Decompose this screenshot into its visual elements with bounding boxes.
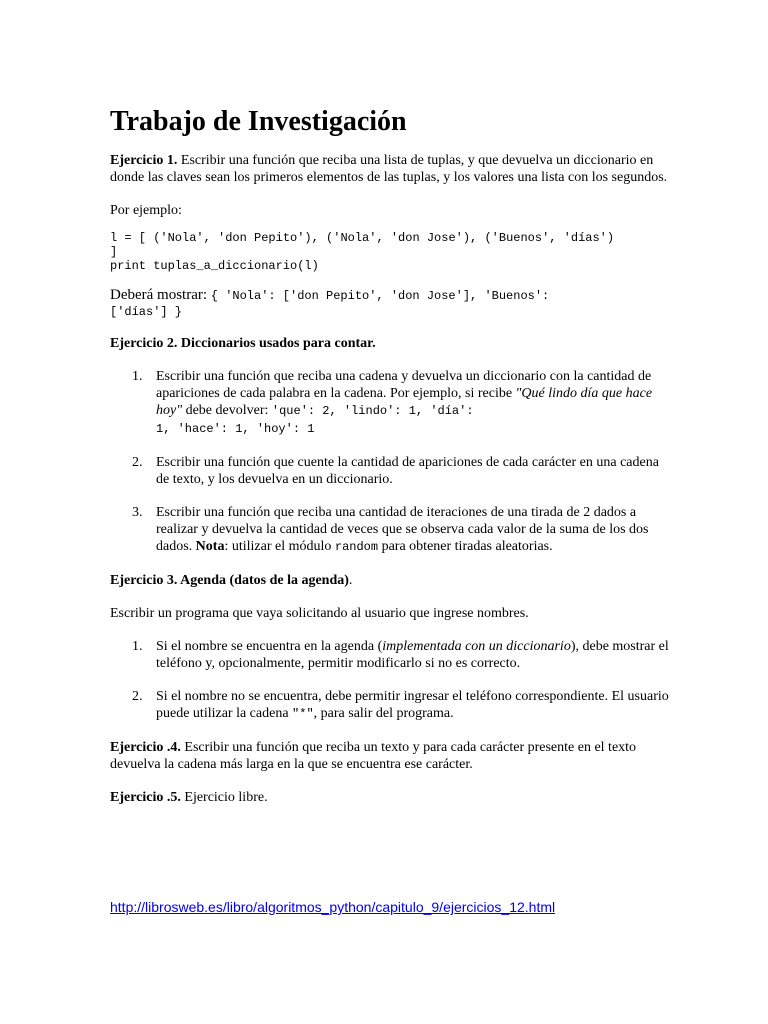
inline-code: random	[334, 540, 379, 554]
inline-code: 'que': 2, 'lindo': 1, 'día':	[271, 404, 474, 418]
document-body	[110, 152, 670, 806]
list-number: 1.	[132, 369, 143, 384]
list-item: 1. Escribir una función que reciba una cadena y devuelva un diccionario con la cantidad de apariciones de cada palabra en la cadena. Por ejemplo, si recibe "Qué lindo día que hace hoy" debe devolver: 'que': 2, 'lindo': 1, 'día': 1, 'hace': 1, 'hoy': 1	[132, 369, 653, 436]
list-item: 2. Si el nombre no se encuentra, debe permitir ingresar el teléfono correspondiente. El usuario puede utilizar la cadena "*", para salir del programa.	[132, 689, 669, 721]
quoted-phrase: "Qué lindo día que hace hoy"	[156, 386, 653, 418]
list-number: 1.	[132, 639, 143, 654]
exercise-3-title: Ejercicio 3. Agenda (datos de la agenda).	[110, 573, 353, 588]
example-label: Por ejemplo:	[110, 203, 182, 218]
exercise-4-label: Ejercicio .4.	[110, 740, 181, 755]
exercise-2-title: Ejercicio 2. Diccionarios usados para contar.	[110, 336, 376, 351]
italic-phrase: implementada con un diccionario	[382, 639, 571, 654]
page-title: Trabajo de Investigación	[110, 106, 407, 137]
example-code-line: ]	[110, 245, 118, 259]
list-item: 1. Si el nombre se encuentra en la agenda (implementada con un diccionario), debe mostrar el teléfono y, opcionalmente, permitir modificarlo si no es correcto.	[132, 639, 669, 671]
exercise-1-statement	[110, 152, 670, 186]
list-item: 2. Escribir una función que cuente la cantidad de apariciones de cada carácter en una cadena de texto, y los devuelva en un diccionario.	[132, 455, 659, 487]
list-number: 3.	[132, 505, 143, 520]
example-code-line: print tuplas_a_diccionario(l)	[110, 259, 319, 273]
exercise-5-statement: Ejercicio .5. Ejercicio libre.	[110, 790, 268, 805]
exercise-3-intro: Escribir un programa que vaya solicitando al usuario que ingrese nombres.	[110, 606, 529, 621]
example-code-block	[110, 231, 670, 273]
exercise-3-list	[110, 638, 670, 723]
inline-code: 1, 'hace': 1, 'hoy': 1	[156, 422, 315, 436]
exercise-1-label: Ejercicio 1.	[110, 153, 178, 168]
expected-output-label: Deberá mostrar:	[110, 287, 211, 303]
list-number: 2.	[132, 689, 143, 704]
expected-output	[110, 287, 670, 319]
list-number: 2.	[132, 455, 143, 470]
expected-output-code: { 'Nola': ['don Pepito', 'don Jose'], 'Buenos':	[210, 289, 550, 303]
list-item: 3. Escribir una función que reciba una cantidad de iteraciones de una tirada de 2 dados a realizar y devuelva la cantidad de veces que se observa cada valor de la suma de los dos dados. Nota: utilizar el módulo random para obtener tiradas aleatorias.	[132, 505, 649, 554]
expected-output-code: ['días'] }	[110, 305, 183, 319]
exercise-4-statement: Ejercicio .4. Escribir una función que reciba un texto y para cada carácter presente en el texto devuelva la cadena más larga en la que se encuentra ese carácter.	[110, 740, 637, 772]
exercise-1-text: Escribir una función que reciba una lista de tuplas, y que devuelva un diccionario en donde las claves sean los primeros elementos de las tuplas, y los valores una lista con los segundos.	[110, 153, 668, 185]
note-label: Nota	[195, 539, 225, 554]
inline-code: "*"	[292, 707, 314, 721]
expected-output-line	[110, 287, 670, 305]
exercise-2-list	[110, 368, 670, 556]
example-code-line: l = [ ('Nola', 'don Pepito'), ('Nola', 'don Jose'), ('Buenos', 'días')	[110, 231, 615, 245]
source-link[interactable]: http://librosweb.es/libro/algoritmos_python/capitulo_9/ejercicios_12.html	[110, 899, 556, 915]
exercise-5-label: Ejercicio .5.	[110, 790, 181, 805]
